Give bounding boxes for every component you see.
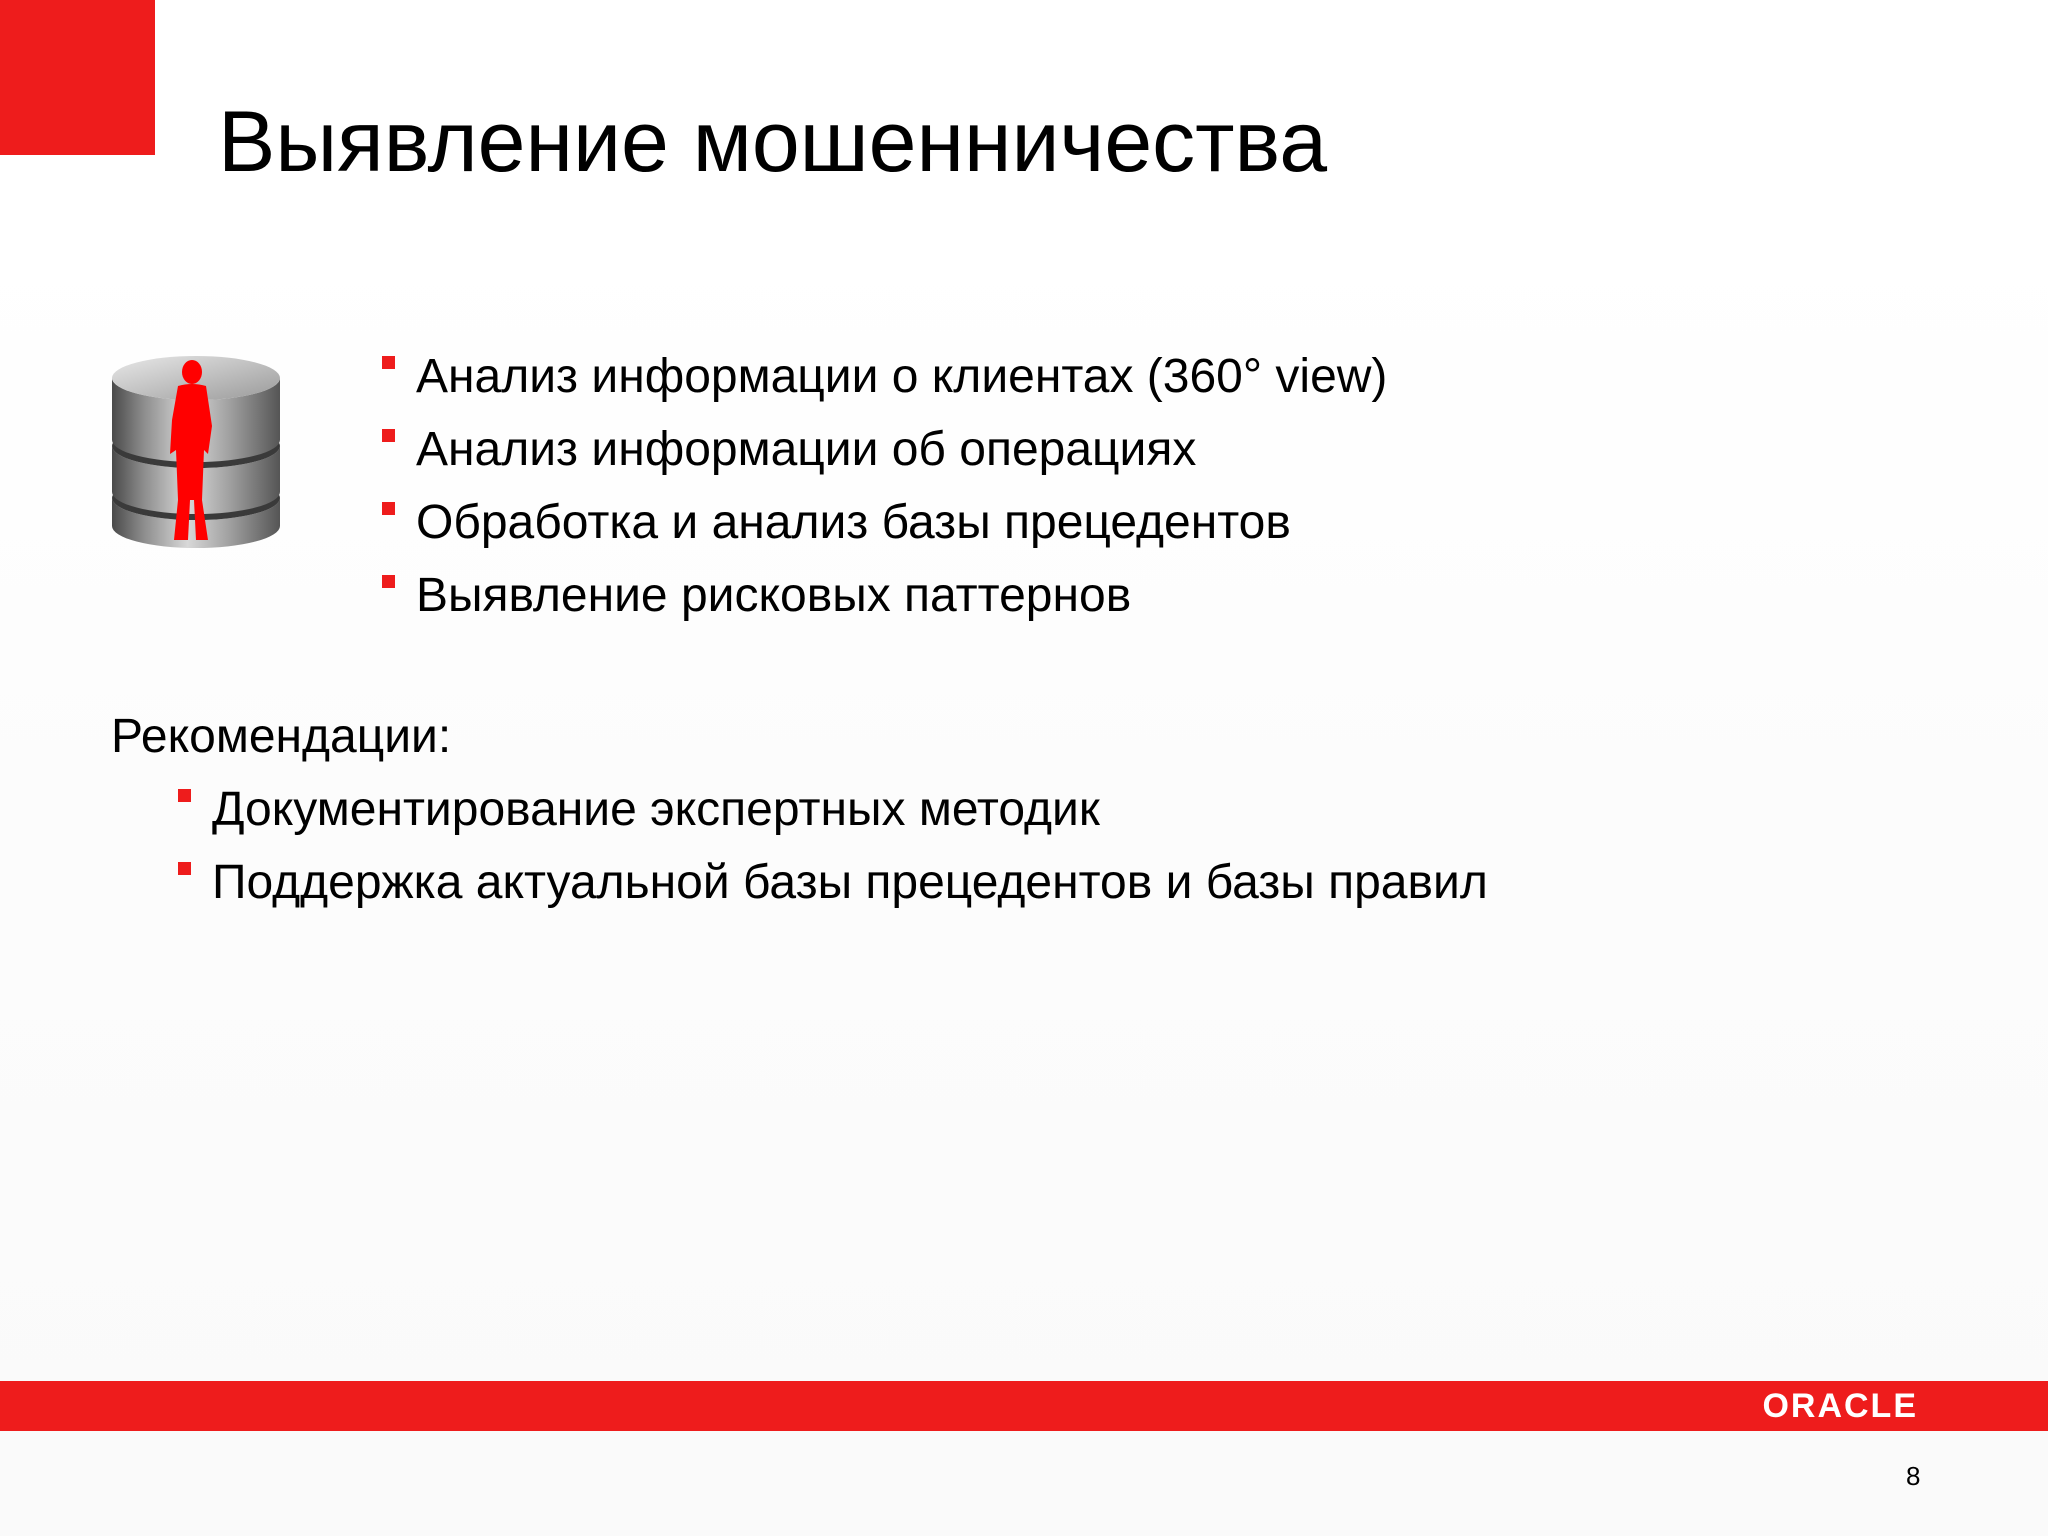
square-bullet-icon [382,429,395,442]
bullet-text: Анализ информации об операциях [416,423,1197,476]
bullet-item [382,486,1387,559]
recommendation-bullet-list [178,773,1488,919]
database-with-person-icon [108,350,284,550]
slide-title: Выявление мошенничества [218,94,1328,190]
bullet-item [178,846,1488,919]
footer-bar [0,1381,2048,1431]
page-number: 8 [1906,1461,1921,1491]
bullet-item [382,559,1387,632]
oracle-logo: ORACLE [1762,1387,1918,1425]
bullet-item [178,773,1488,846]
square-bullet-icon [382,356,395,369]
corner-accent-block [0,0,155,155]
bullet-text: Обработка и анализ базы прецедентов [416,496,1291,549]
square-bullet-icon [382,502,395,515]
bullet-text: Выявление рисковых паттернов [416,569,1132,622]
square-bullet-icon [178,789,191,802]
square-bullet-icon [178,862,191,875]
bullet-text: Поддержка актуальной базы прецедентов и базы правил [212,856,1488,909]
bullet-text: Документирование экспертных методик [212,783,1100,836]
bullet-text: Анализ информации о клиентах (360° view) [416,350,1388,403]
square-bullet-icon [382,575,395,588]
recommendations-heading: Рекомендации: [111,710,452,763]
primary-bullet-list [382,340,1387,632]
bullet-item [382,413,1387,486]
bullet-item [382,340,1387,413]
